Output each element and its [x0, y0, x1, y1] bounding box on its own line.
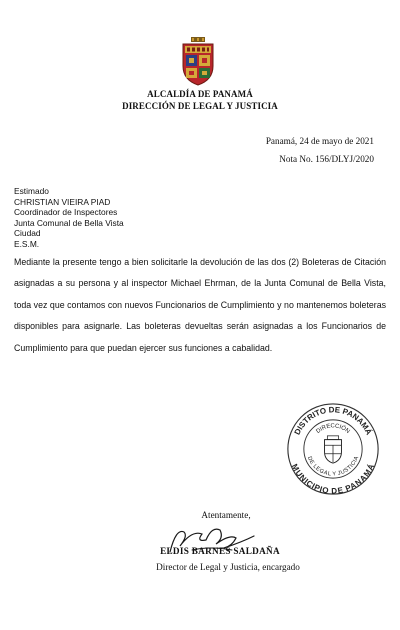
- recipient-city: Ciudad: [14, 228, 41, 239]
- stamp-outer-top-text: DISTRITO DE PANAMÁ: [292, 405, 374, 437]
- stamp-inner-top-text: DIRECCIÓN: [315, 423, 351, 435]
- coat-of-arms-icon: [178, 36, 218, 86]
- stamp-inner-bottom-text: DE LEGAL Y JUSTICIA: [305, 455, 361, 478]
- greeting: Estimado: [14, 186, 49, 196]
- recipient-abbrev: E.S.M.: [14, 238, 40, 249]
- closing-regards: Atentamente,: [201, 510, 251, 520]
- body-paragraph: Mediante la presente tengo a bien solicitarle la devolución de las dos (2) Boleteras de Citación asignadas a su persona y al inspector Michael Ehrman, de la Junta Comunal de Bella Vista, toda vez que contamos con nuevos Funcionarios de Cumplimiento y no mantenemos boleteras disponibles para asignarle. Las boleteras devueltas serán asignadas a los Funcionarios de Cumplimiento para que puedan ejercer sus funciones a cabalidad.: [14, 257, 386, 353]
- svg-text:MUNICIPIO DE PANAMÁ: [290, 462, 376, 495]
- signer-name: ELDIS BARNES SALDAÑA: [160, 546, 280, 556]
- letterhead-department: DIRECCIÓN DE LEGAL Y JUSTICIA: [122, 101, 278, 111]
- letter-body: [14, 252, 386, 359]
- recipient-organization: Junta Comunal de Bella Vista: [14, 217, 124, 228]
- official-stamp: [286, 402, 380, 496]
- recipient-name: CHRISTIAN VIEIRA PIAD: [14, 196, 111, 207]
- recipient-role: Coordinador de Inspectores: [14, 207, 118, 218]
- date-block: [266, 132, 374, 168]
- letterhead: [0, 88, 400, 112]
- recipient-block: [14, 186, 124, 250]
- svg-text:DIRECCIÓN: [315, 423, 350, 435]
- signer-title: Director de Legal y Justicia, encargado: [156, 562, 300, 572]
- letter-date: Panamá, 24 de mayo de 2021: [265, 136, 374, 146]
- stamp-outer-bottom-text: MUNICIPIO DE PANAMÁ: [290, 462, 376, 496]
- note-number: Nota No. 156/DLYJ/2020: [279, 154, 374, 164]
- stamp-shield-icon: [325, 436, 342, 463]
- letterhead-municipality: ALCALDÍA DE PANAMÁ: [147, 89, 253, 99]
- svg-text:DISTRITO DE PANAMÁ: [293, 405, 374, 436]
